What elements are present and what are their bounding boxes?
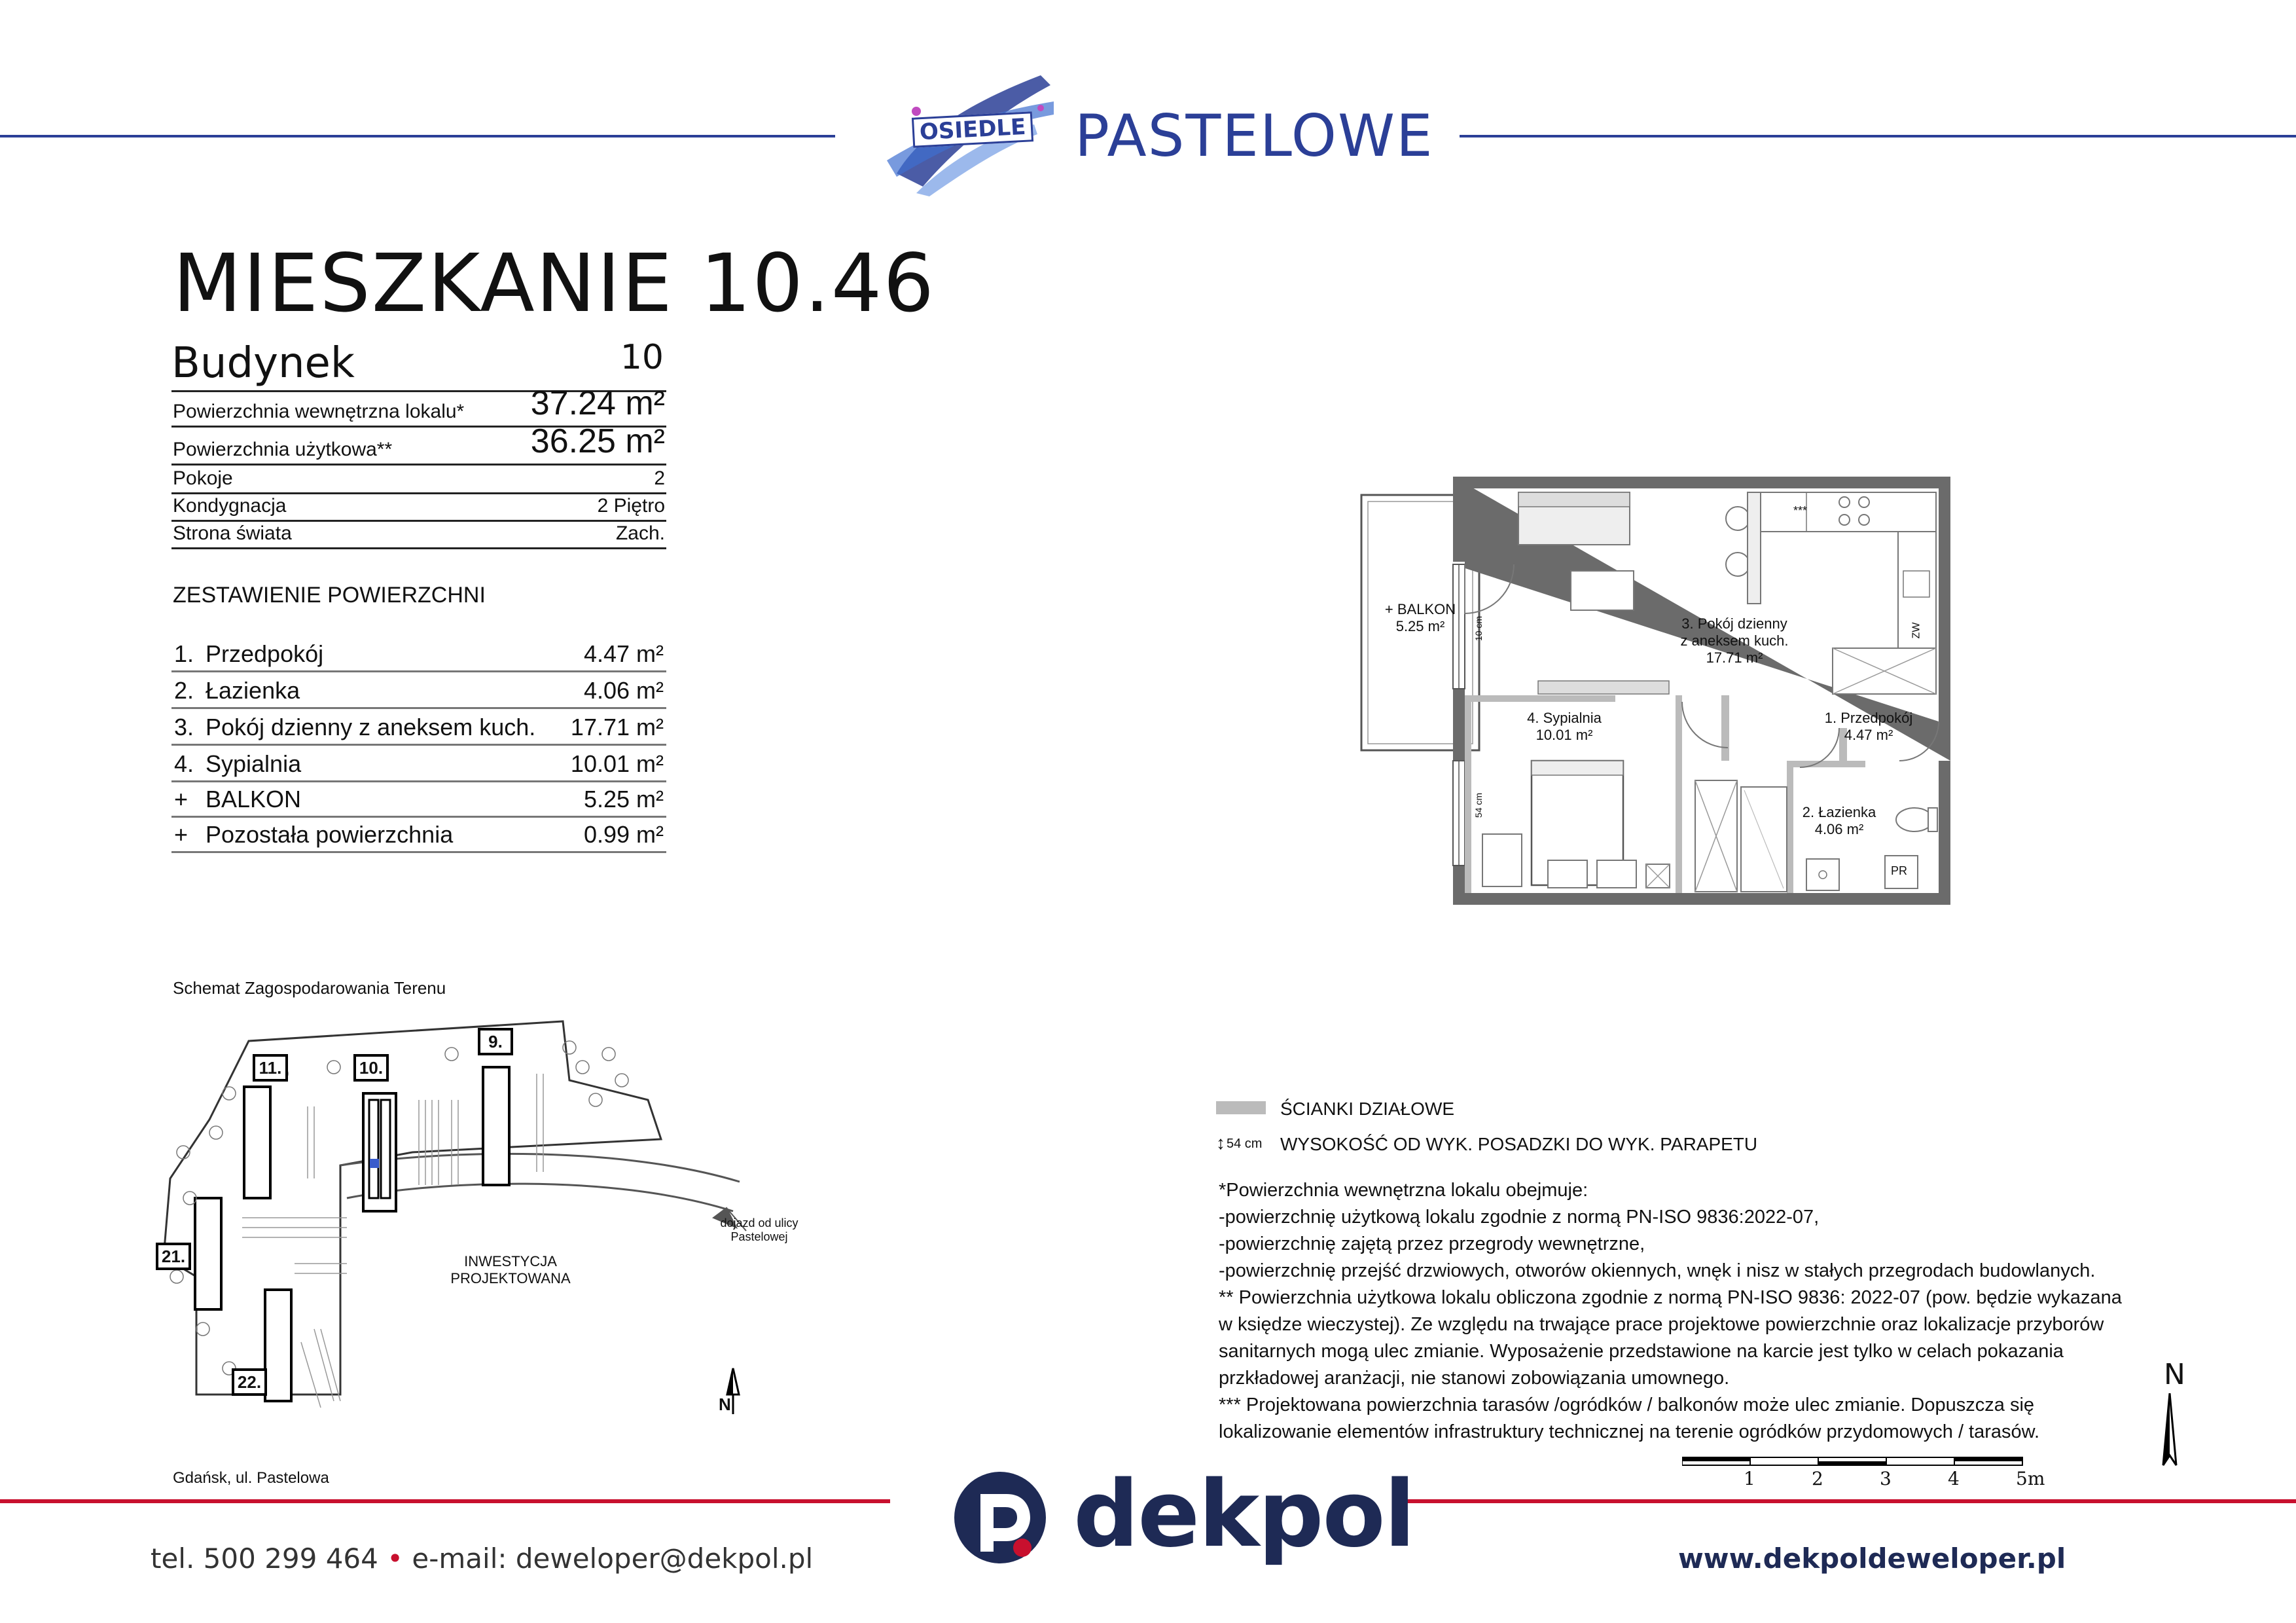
zw-tag: ZW xyxy=(1910,622,1922,639)
footer-contact xyxy=(151,1542,813,1575)
info-row-usable-area xyxy=(171,422,666,465)
note-line: -powierzchnię zajętą przez przegrody wewnętrzne, xyxy=(1219,1233,1645,1254)
scale-label: 2 xyxy=(1812,1468,1823,1489)
site-location: Gdańsk, ul. Pastelowa xyxy=(173,1469,329,1487)
room-subname: z aneksem kuch. xyxy=(1680,632,1789,649)
site-north-label: N xyxy=(719,1395,731,1414)
area-value: 5.25 m² xyxy=(583,786,664,812)
scale-label: 4 xyxy=(1948,1468,1960,1489)
area-row xyxy=(171,635,666,672)
area-num: 2. xyxy=(174,677,194,704)
area-num: + xyxy=(174,786,188,812)
area-row xyxy=(171,708,666,746)
compass-label: N xyxy=(2164,1358,2185,1391)
site-plan xyxy=(151,1002,818,1421)
note-line: sanitarnych mogą ulec zmianie. Wyposażenie przedstawione na karcie jest tylko w celach pokazania xyxy=(1219,1341,2064,1362)
building-marker-22: 22. xyxy=(232,1368,267,1396)
fridge-tag: *** xyxy=(1793,504,1808,517)
info-row-orientation xyxy=(171,521,666,549)
partition-swatch xyxy=(1216,1101,1266,1114)
sill-height-label: 54 cm xyxy=(1473,792,1484,818)
legend-partitions: ŚCIANKI DZIAŁOWE xyxy=(1280,1099,1455,1119)
area-name: Pozostała powierzchnia xyxy=(206,821,454,848)
scale-label: 3 xyxy=(1880,1468,1892,1489)
access-label xyxy=(707,1216,812,1244)
area-name: Pokój dzienny z aneksem kuch. xyxy=(206,714,536,740)
room-name: 4. Sypialnia xyxy=(1527,710,1602,726)
footer-phone: tel. 500 299 464 xyxy=(151,1542,378,1575)
room-name: + BALKON xyxy=(1384,601,1456,617)
room-name: 1. Przedpokój xyxy=(1824,710,1913,726)
note-line: *Powierzchnia wewnętrzna lokalu obejmuje: xyxy=(1219,1180,1588,1201)
info-label: Kondygnacja xyxy=(173,495,287,517)
room-label-hall xyxy=(1813,710,1924,744)
osiedle-logo xyxy=(877,62,1067,200)
legend-sill-text: WYSOKOŚĆ OD WYK. POSADZKI DO WYK. PARAPETU xyxy=(1280,1134,1758,1154)
legend-sill-sample: 54 cm xyxy=(1227,1137,1263,1151)
area-row xyxy=(171,780,666,818)
building-marker-9: 9. xyxy=(478,1028,513,1055)
area-num: 4. xyxy=(174,750,194,777)
info-value: 37.24 m² xyxy=(530,384,665,422)
note-line: *** Projektowana powierzchnia tarasów /ogródków / balkonów może ulec zmianie. Dopuszcza się xyxy=(1219,1395,2035,1415)
info-label: Strona świata xyxy=(173,522,292,544)
summary-heading: ZESTAWIENIE POWIERZCHNI xyxy=(173,583,486,608)
area-value: 0.99 m² xyxy=(583,821,664,848)
investment-line: PROJEKTOWANA xyxy=(450,1270,571,1286)
note-line: przkładowej aranżacji, nie stanowi zobowiązania umownego. xyxy=(1219,1368,1730,1389)
area-name: Sypialnia xyxy=(206,750,302,777)
info-value: Zach. xyxy=(615,522,665,544)
area-value: 4.47 m² xyxy=(583,640,664,667)
compass-arrow-icon xyxy=(2153,1393,2186,1475)
info-value: 36.25 m² xyxy=(530,422,665,460)
info-label: Powierzchnia użytkowa** xyxy=(173,439,393,460)
logo-badge: OSIEDLE xyxy=(912,111,1034,148)
note-line: ** Powierzchnia użytkowa lokalu obliczona zgodnie z normą PN-ISO 9836: 2022-07 (pow. będzie wykazana xyxy=(1219,1287,2122,1308)
scale-label: 1 xyxy=(1744,1468,1755,1489)
footer-rule-right xyxy=(1402,1499,2296,1503)
sill-icon: ↕ xyxy=(1216,1133,1225,1153)
area-name: Łazienka xyxy=(206,677,300,704)
area-num: 1. xyxy=(174,640,194,667)
area-num: + xyxy=(174,821,188,848)
footer-email[interactable]: e-mail: deweloper@dekpol.pl xyxy=(412,1542,814,1575)
room-name: 3. Pokój dzienny xyxy=(1681,615,1787,632)
scale-bar xyxy=(1682,1456,2029,1472)
building-label: Budynek xyxy=(171,339,355,388)
floor-plan-drawing xyxy=(1355,473,1957,910)
investment-label xyxy=(439,1253,583,1287)
room-label-bath xyxy=(1793,804,1885,838)
info-row-rooms xyxy=(171,465,666,494)
room-area: 10.01 m² xyxy=(1535,727,1593,743)
room-label-living xyxy=(1656,615,1813,666)
header-rule-right xyxy=(1460,135,2296,137)
access-line: dojazd od ulicy xyxy=(720,1216,798,1230)
building-value: 10 xyxy=(620,338,664,377)
info-label: Pokoje xyxy=(173,467,233,489)
room-label-balkon xyxy=(1368,601,1473,635)
area-value: 10.01 m² xyxy=(570,750,664,777)
site-plan-drawing xyxy=(151,1002,818,1421)
notes-block xyxy=(1219,1177,2161,1446)
info-value: 2 xyxy=(654,467,665,489)
footer-bullet: • xyxy=(387,1542,404,1575)
logo-wordmark: PASTELOWE xyxy=(1075,102,1434,170)
building-marker-21: 21. xyxy=(156,1243,191,1270)
sill-height-label: 10 cm xyxy=(1473,615,1484,642)
room-name: 2. Łazienka xyxy=(1802,804,1876,820)
area-num: 3. xyxy=(174,714,194,740)
access-line: Pastelowej xyxy=(730,1230,788,1243)
room-area: 17.71 m² xyxy=(1706,649,1763,666)
building-marker-10: 10. xyxy=(353,1054,389,1082)
footer-website[interactable]: www.dekpoldeweloper.pl xyxy=(1678,1542,2066,1575)
info-row-floor xyxy=(171,494,666,522)
note-line: w księdze wieczystej). Ze względu na trwające prace projektowe powierzchnie oraz lokalizacje przyborów xyxy=(1219,1314,2104,1335)
info-value: 2 Piętro xyxy=(597,495,665,517)
apartment-title: MIESZKANIE 10.46 xyxy=(173,237,936,330)
investment-line: INWESTYCJA xyxy=(464,1253,557,1269)
room-area: 5.25 m² xyxy=(1395,618,1445,634)
dekpol-logo-icon xyxy=(953,1470,1051,1572)
site-plan-title: Schemat Zagospodarowania Terenu xyxy=(173,978,446,998)
floor-plan xyxy=(1355,473,1957,910)
note-line: lokalizowanie elementów infrastruktury technicznej na terenie ogródków przydomowych / tarasów. xyxy=(1219,1421,2040,1442)
area-row xyxy=(171,672,666,709)
dekpol-wordmark: dekpol xyxy=(1073,1461,1414,1568)
scale-label: 5m xyxy=(2016,1468,2045,1489)
room-area: 4.47 m² xyxy=(1844,727,1893,743)
room-label-bedroom xyxy=(1512,710,1617,744)
area-name: Przedpokój xyxy=(206,640,324,667)
building-marker-11: 11. xyxy=(253,1054,288,1082)
area-name: BALKON xyxy=(206,786,302,812)
header-rule-left xyxy=(0,135,835,137)
area-value: 17.71 m² xyxy=(570,714,664,740)
info-label: Powierzchnia wewnętrzna lokalu* xyxy=(173,401,465,422)
area-row xyxy=(171,745,666,782)
footer-rule-left xyxy=(0,1499,890,1503)
area-value: 4.06 m² xyxy=(583,677,664,704)
pr-tag: PR xyxy=(1891,864,1908,877)
note-line: -powierzchnię przejść drzwiowych, otworów okiennych, wnęk i nisz w stałych przegrodach budowlanych. xyxy=(1219,1260,2096,1281)
note-line: -powierzchnię użytkową lokalu zgodnie z normą PN-ISO 9836:2022-07, xyxy=(1219,1207,1820,1228)
room-area: 4.06 m² xyxy=(1814,821,1864,837)
area-row xyxy=(171,816,666,853)
